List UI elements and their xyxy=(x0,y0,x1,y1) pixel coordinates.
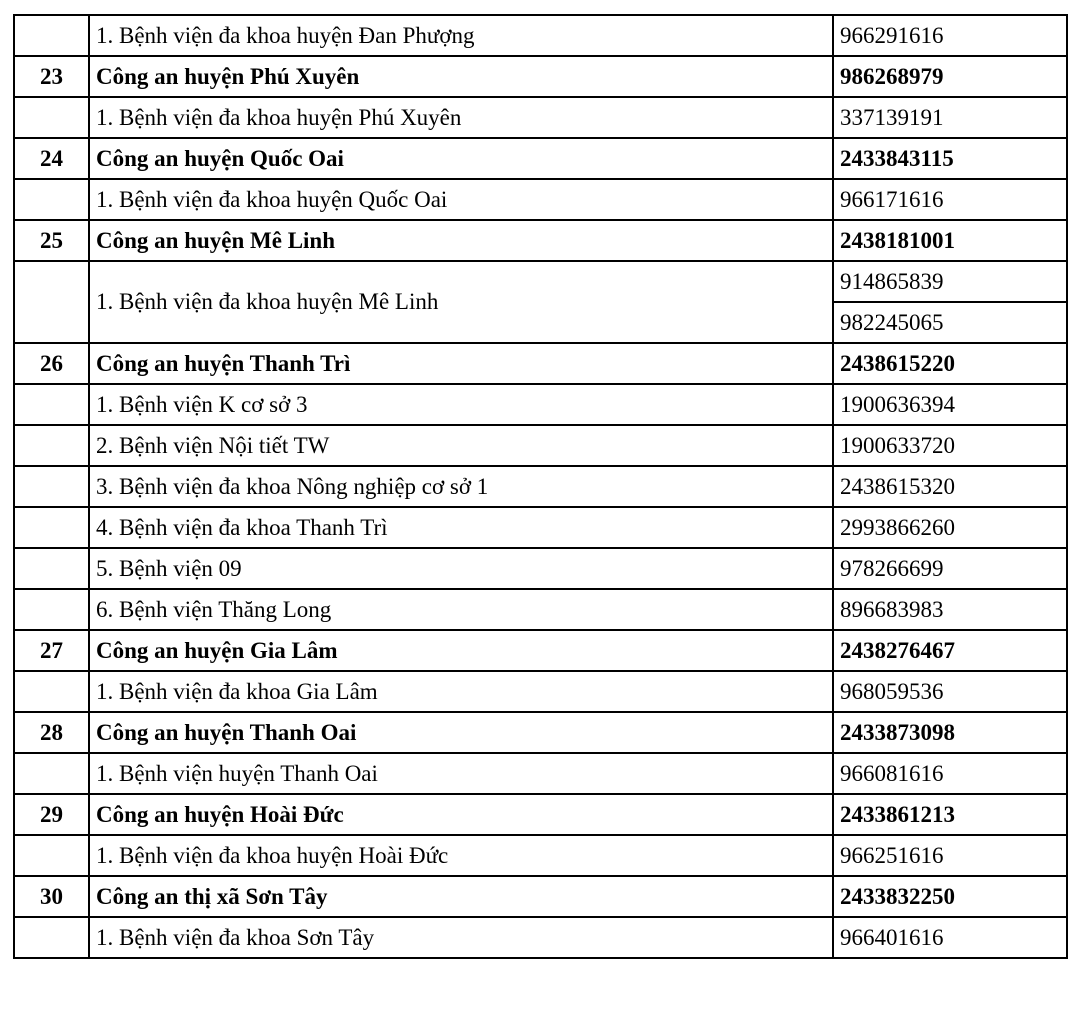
hospital-name: 3. Bệnh viện đa khoa Nông nghiệp cơ sở 1 xyxy=(89,466,833,507)
hospital-name: 5. Bệnh viện 09 xyxy=(89,548,833,589)
phone-number-cell: 2438181001 xyxy=(833,220,1067,261)
hospital-name: 1. Bệnh viện đa khoa Sơn Tây xyxy=(89,917,833,958)
row-number-cell xyxy=(14,261,89,343)
hospital-name: 1. Bệnh viện đa khoa huyện Mê Linh xyxy=(89,261,833,343)
police-unit-name: Công an huyện Thanh Oai xyxy=(89,712,833,753)
table-body xyxy=(14,15,1067,958)
police-unit-name: Công an thị xã Sơn Tây xyxy=(89,876,833,917)
hospital-name: 1. Bệnh viện K cơ sở 3 xyxy=(89,384,833,425)
phone-number-cell: 2433873098 xyxy=(833,712,1067,753)
phone-number-cell: 982245065 xyxy=(833,302,1067,343)
phone-number-cell: 966251616 xyxy=(833,835,1067,876)
police-unit-row xyxy=(14,56,1067,97)
row-number-cell xyxy=(14,589,89,630)
row-number-cell xyxy=(14,548,89,589)
row-number-cell: 23 xyxy=(14,56,89,97)
police-unit-name: Công an huyện Hoài Đức xyxy=(89,794,833,835)
phone-number-cell: 896683983 xyxy=(833,589,1067,630)
row-number-cell: 29 xyxy=(14,794,89,835)
row-number-cell: 26 xyxy=(14,343,89,384)
hospital-name: 2. Bệnh viện Nội tiết TW xyxy=(89,425,833,466)
phone-number-cell: 337139191 xyxy=(833,97,1067,138)
row-number-cell xyxy=(14,384,89,425)
phone-number-cell: 966291616 xyxy=(833,15,1067,56)
hospital-name: 1. Bệnh viện đa khoa huyện Phú Xuyên xyxy=(89,97,833,138)
hospital-row xyxy=(14,179,1067,220)
row-number-cell xyxy=(14,466,89,507)
phone-number-cell: 2438276467 xyxy=(833,630,1067,671)
row-number-cell xyxy=(14,179,89,220)
hospital-name: 1. Bệnh viện đa khoa Gia Lâm xyxy=(89,671,833,712)
hospital-name: 1. Bệnh viện huyện Thanh Oai xyxy=(89,753,833,794)
row-number-cell xyxy=(14,753,89,794)
row-number-cell xyxy=(14,835,89,876)
hospital-name: 1. Bệnh viện đa khoa huyện Đan Phượng xyxy=(89,15,833,56)
police-unit-name: Công an huyện Gia Lâm xyxy=(89,630,833,671)
row-number-cell xyxy=(14,15,89,56)
phone-directory-table xyxy=(13,14,1068,959)
hospital-row xyxy=(14,753,1067,794)
phone-number-cell: 2433843115 xyxy=(833,138,1067,179)
hospital-row xyxy=(14,548,1067,589)
police-unit-name: Công an huyện Quốc Oai xyxy=(89,138,833,179)
police-unit-row xyxy=(14,712,1067,753)
phone-number-cell: 2433832250 xyxy=(833,876,1067,917)
police-unit-row xyxy=(14,630,1067,671)
police-unit-name: Công an huyện Phú Xuyên xyxy=(89,56,833,97)
row-number-cell xyxy=(14,425,89,466)
row-number-cell xyxy=(14,917,89,958)
police-unit-name: Công an huyện Thanh Trì xyxy=(89,343,833,384)
hospital-name: 1. Bệnh viện đa khoa huyện Hoài Đức xyxy=(89,835,833,876)
police-unit-row xyxy=(14,220,1067,261)
police-unit-row xyxy=(14,876,1067,917)
phone-number-cell: 1900636394 xyxy=(833,384,1067,425)
row-number-cell xyxy=(14,507,89,548)
phone-number-cell: 968059536 xyxy=(833,671,1067,712)
police-unit-row xyxy=(14,138,1067,179)
row-number-cell xyxy=(14,671,89,712)
row-number-cell: 24 xyxy=(14,138,89,179)
phone-number-cell: 914865839 xyxy=(833,261,1067,302)
hospital-row xyxy=(14,589,1067,630)
police-unit-row xyxy=(14,343,1067,384)
police-unit-row xyxy=(14,794,1067,835)
hospital-row xyxy=(14,835,1067,876)
phone-number-cell: 986268979 xyxy=(833,56,1067,97)
hospital-row xyxy=(14,97,1067,138)
phone-number-cell: 966171616 xyxy=(833,179,1067,220)
hospital-row xyxy=(14,15,1067,56)
phone-number-cell: 2433861213 xyxy=(833,794,1067,835)
phone-number-cell: 978266699 xyxy=(833,548,1067,589)
phone-number-cell: 966081616 xyxy=(833,753,1067,794)
row-number-cell: 30 xyxy=(14,876,89,917)
police-unit-name: Công an huyện Mê Linh xyxy=(89,220,833,261)
hospital-row xyxy=(14,261,1067,302)
hospital-row xyxy=(14,384,1067,425)
hospital-row xyxy=(14,671,1067,712)
hospital-name: 6. Bệnh viện Thăng Long xyxy=(89,589,833,630)
row-number-cell: 25 xyxy=(14,220,89,261)
hospital-name: 4. Bệnh viện đa khoa Thanh Trì xyxy=(89,507,833,548)
row-number-cell: 28 xyxy=(14,712,89,753)
phone-number-cell: 1900633720 xyxy=(833,425,1067,466)
row-number-cell: 27 xyxy=(14,630,89,671)
row-number-cell xyxy=(14,97,89,138)
hospital-row xyxy=(14,466,1067,507)
hospital-row xyxy=(14,917,1067,958)
phone-number-cell: 2438615320 xyxy=(833,466,1067,507)
hospital-row xyxy=(14,425,1067,466)
phone-number-cell: 2438615220 xyxy=(833,343,1067,384)
hospital-row xyxy=(14,507,1067,548)
phone-number-cell: 2993866260 xyxy=(833,507,1067,548)
hospital-name: 1. Bệnh viện đa khoa huyện Quốc Oai xyxy=(89,179,833,220)
phone-number-cell: 966401616 xyxy=(833,917,1067,958)
